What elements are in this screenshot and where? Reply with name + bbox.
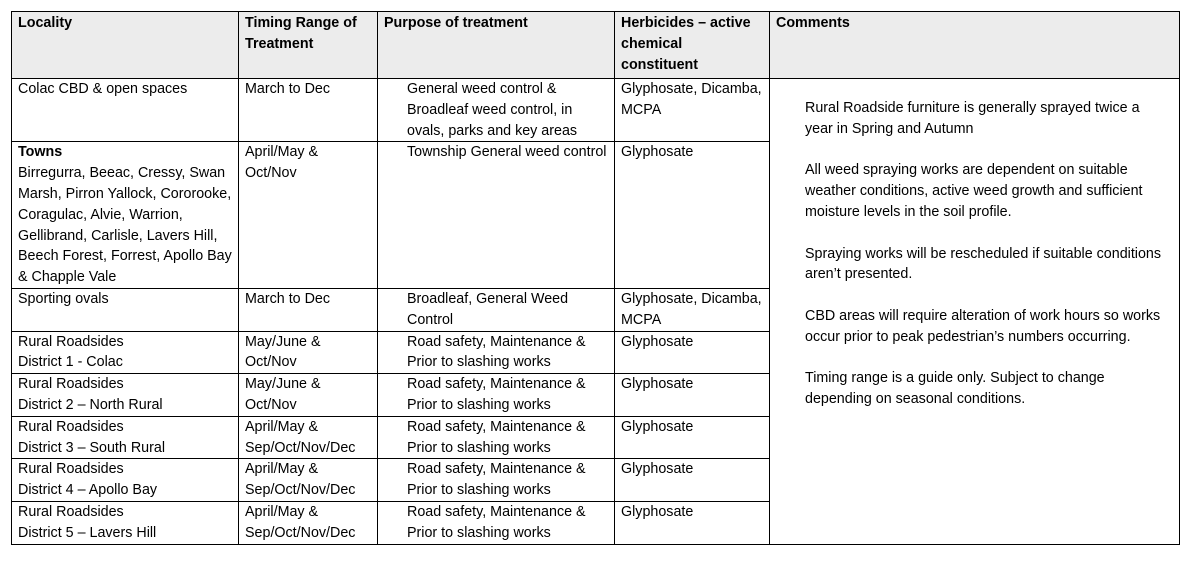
- cell-timing: April/May & Oct/Nov: [239, 142, 378, 289]
- cell-locality: [12, 331, 239, 374]
- cell-locality: [12, 501, 239, 544]
- district-line: District 3 – South Rural: [18, 439, 165, 456]
- cell-timing: May/June & Oct/Nov: [239, 374, 378, 417]
- header-comments: Comments: [770, 12, 1180, 79]
- cell-locality: Sporting ovals: [12, 288, 239, 331]
- cell-purpose: Township General weed control: [378, 142, 615, 289]
- locality-line: Rural Roadsides: [18, 333, 124, 350]
- cell-herbicides: Glyphosate: [615, 374, 770, 417]
- comment-paragraph: Rural Roadside furniture is generally sprayed twice a year in Spring and Autumn: [805, 100, 1140, 137]
- header-timing: Timing Range of Treatment: [239, 12, 378, 79]
- treatment-schedule-table: [11, 11, 1180, 545]
- cell-purpose: Broadleaf, General Weed Control: [378, 288, 615, 331]
- cell-timing: May/June & Oct/Nov: [239, 331, 378, 374]
- comment-paragraph: All weed spraying works are dependent on suitable weather conditions, active weed growth and sufficient moisture levels in the soil profile.: [805, 162, 1143, 220]
- district-line: District 4 – Apollo Bay: [18, 482, 158, 499]
- cell-purpose: Road safety, Maintenance & Prior to slashing works: [378, 459, 615, 502]
- comments-cell: [770, 79, 1180, 545]
- cell-locality: [12, 416, 239, 459]
- cell-herbicides: Glyphosate: [615, 459, 770, 502]
- cell-purpose: General weed control & Broadleaf weed control, in ovals, parks and key areas: [378, 79, 615, 142]
- comment-paragraph: CBD areas will require alteration of work hours so works occur prior to peak pedestrian’s numbers occurring.: [805, 307, 1161, 345]
- cell-herbicides: Glyphosate: [615, 501, 770, 544]
- district-line: District 1 - Colac: [18, 354, 123, 371]
- cell-herbicides: Glyphosate: [615, 416, 770, 459]
- district-line: District 5 – Lavers Hill: [18, 524, 157, 541]
- locality-line: Rural Roadsides: [18, 376, 124, 393]
- cell-timing: April/May & Sep/Oct/Nov/Dec: [239, 459, 378, 502]
- header-herbicides: Herbicides – active chemical constituent: [615, 12, 770, 79]
- cell-timing: April/May & Sep/Oct/Nov/Dec: [239, 416, 378, 459]
- cell-herbicides: Glyphosate, Dicamba, MCPA: [615, 79, 770, 142]
- comment-paragraph: Spraying works will be rescheduled if suitable conditions aren’t presented.: [805, 245, 1162, 283]
- header-locality: Locality: [12, 12, 239, 79]
- cell-purpose: Road safety, Maintenance & Prior to slashing works: [378, 501, 615, 544]
- cell-herbicides: Glyphosate, Dicamba, MCPA: [615, 288, 770, 331]
- table-header-row: [12, 12, 1180, 79]
- cell-locality: Colac CBD & open spaces: [12, 79, 239, 142]
- cell-purpose: Road safety, Maintenance & Prior to slashing works: [378, 331, 615, 374]
- district-line: District 2 – North Rural: [18, 396, 163, 413]
- comment-paragraph: Timing range is a guide only. Subject to change depending on seasonal conditions.: [805, 370, 1105, 408]
- cell-purpose: Road safety, Maintenance & Prior to slashing works: [378, 416, 615, 459]
- locality-line: Rural Roadsides: [18, 418, 124, 435]
- cell-locality: [12, 459, 239, 502]
- cell-timing: April/May & Sep/Oct/Nov/Dec: [239, 501, 378, 544]
- locality-line: Rural Roadsides: [18, 461, 124, 478]
- cell-herbicides: Glyphosate: [615, 142, 770, 289]
- cell-locality: [12, 142, 239, 289]
- table-row: [12, 79, 1180, 142]
- cell-timing: March to Dec: [239, 79, 378, 142]
- cell-herbicides: Glyphosate: [615, 331, 770, 374]
- towns-title: Towns: [18, 144, 63, 161]
- cell-timing: March to Dec: [239, 288, 378, 331]
- cell-locality: [12, 374, 239, 417]
- locality-line: Rural Roadsides: [18, 503, 124, 520]
- header-purpose: Purpose of treatment: [378, 12, 615, 79]
- cell-purpose: Road safety, Maintenance & Prior to slashing works: [378, 374, 615, 417]
- towns-list: Birregurra, Beeac, Cressy, Swan Marsh, Pirron Yallock, Cororooke, Coragulac, Alvie, Warrion, Gellibrand, Carlisle, Lavers Hill, Beech Forest, Forrest, Apollo Bay & Chapple Vale: [18, 165, 232, 286]
